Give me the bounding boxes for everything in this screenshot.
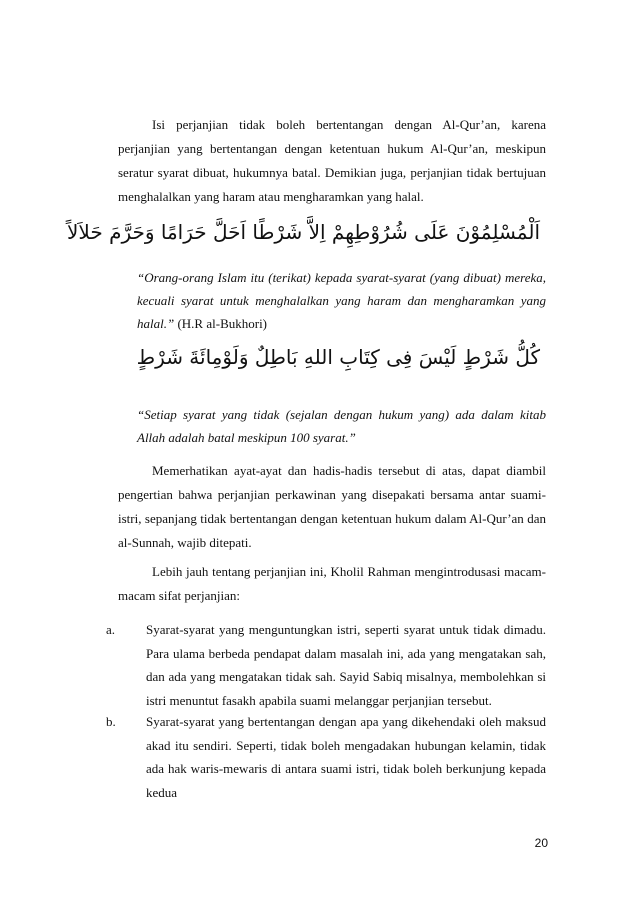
paragraph-contract-content: Isi perjanjian tidak boleh bertentangan dengan Al-Qur’an, karena perjanjian yang bertentangan dengan ketentuan hukum Al-Qur’an, meskipun seratur syarat dibuat, hukumnya batal. Demikian juga, perjanjian tidak bertujuan menghalalkan yang haram atau mengharamkan yang halal. [118,117,546,204]
page-number: 20 [534,836,548,850]
list-item-label: a. [106,622,116,637]
list-item-text: Syarat-syarat yang menguntungkan istri, seperti syarat untuk tidak dimadu. Para ulama berbeda pendapat dalam masalah ini, ada yang mengatakan sah, dan ada yang mengatakan tidak sah. Sayid Sabiq misalnya, membolehkan si istri menuntut fasakh apabila suami melanggar perjanjian tersebut. [146,622,546,708]
arabic-hadith-2: كُلُّ شَرْطٍ لَيْسَ فِى كِتَابِ اللهِ بَاطِلٌ وَلَوْمِائَةَ شَرْطٍ [136,345,540,369]
arabic-hadith-1: اَلْمُسْلِمُوْنَ عَلَى شُرُوْطِهِمْ اِلاَّ شَرْطًا اَحَلَّ حَرَامًا وَحَرَّمَ حَلاَلاً [67,220,540,244]
quote-1-reference: (H.R al-Bukhori) [177,316,268,331]
paragraph-conclusion: Memerhatikan ayat-ayat dan hadis-hadis tersebut di atas, dapat diambil pengertian bahwa perjanjian perkawinan yang disepakati bersama antar suami-istri, sepanjang tidak bertentangan dengan ketentuan hukum dalam Al-Qur’an dan al-Sunnah, wajib ditepati. [118,463,546,550]
paragraph-intro-list: Lebih jauh tentang perjanjian ini, Kholil Rahman mengintrodusasi macam-macam sifat perjanjian: [118,564,546,603]
list-item [106,618,546,712]
quote-1-text: “Orang-orang Islam itu (terikat) kepada syarat-syarat (yang dibuat) mereka, kecuali syarat untuk menghalalkan yang haram dan mengharamkan yang halal.” [137,270,546,331]
list-item-label: b. [106,714,116,729]
list-item-text: Syarat-syarat yang bertentangan dengan apa yang dikehendaki oleh maksud akad itu sendiri. Seperti, tidak boleh mengadakan hubungan kelamin, tidak ada hak waris-mewaris di antara suami istri, tidak boleh berkunjung kepada kedua [146,714,546,800]
list-item [106,710,546,804]
quote-translation-1 [137,266,546,335]
quote-translation-2: “Setiap syarat yang tidak (sejalan dengan hukum yang) ada dalam kitab Allah adalah batal meskipun 100 syarat.” [137,407,546,445]
